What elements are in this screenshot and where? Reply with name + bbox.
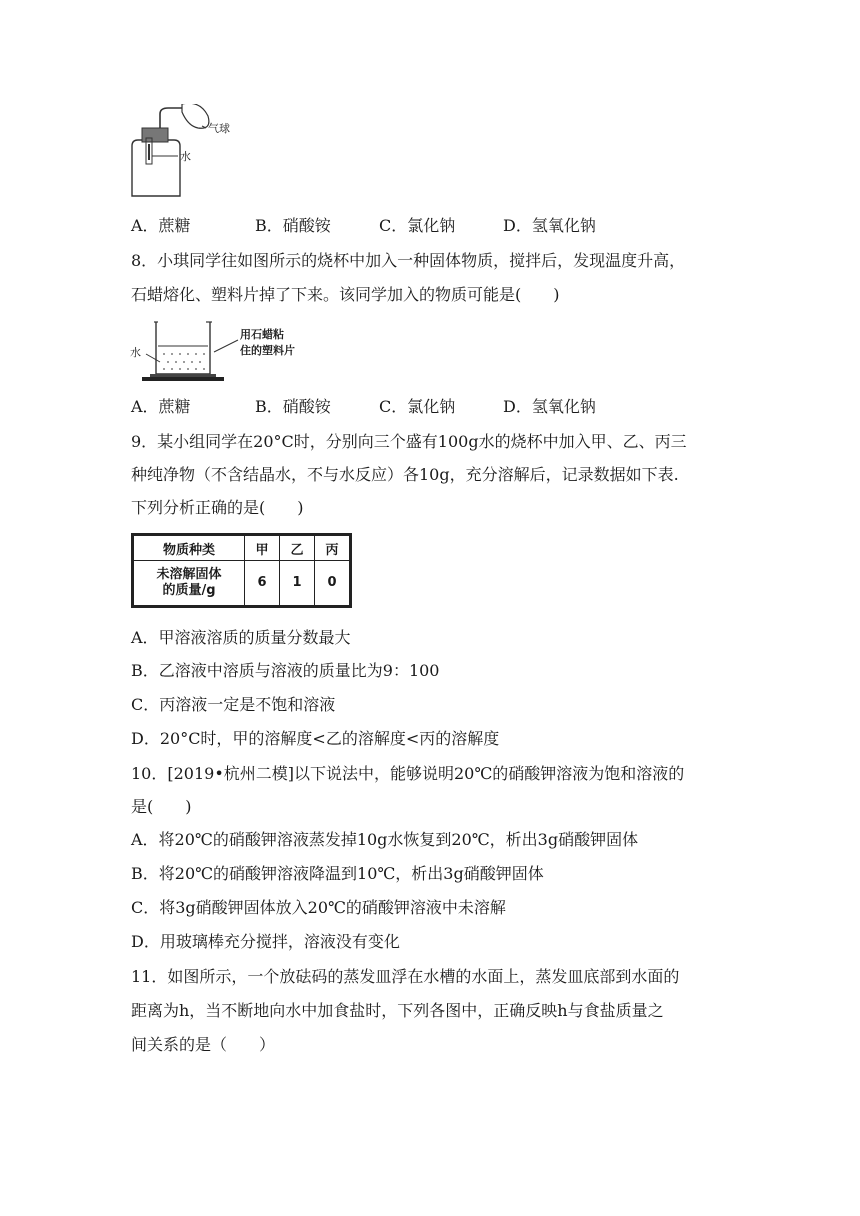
q8-label-water: 水 [130, 346, 141, 359]
q7-option-d: D．氢氧化钠 [503, 216, 596, 235]
q7-apparatus-figure [128, 104, 258, 200]
q9-stem-line2: 种纯净物（不含结晶水，不与水反应）各10g，充分溶解后，记录数据如下表. [131, 465, 679, 484]
table-header-cell: 丙 [315, 535, 351, 561]
q11-stem-line3: 间关系的是（ ） [131, 1035, 276, 1054]
q8-stem-line2: 石蜡熔化、塑料片掉了下来。该同学加入的物质可能是( ) [131, 285, 560, 304]
q10-option-b: B．将20℃的硝酸钾溶液降温到10℃，析出3g硝酸钾固体 [131, 864, 544, 883]
q7-option-a: A．蔗糖 [131, 216, 191, 235]
q7-option-c: C．氯化钠 [379, 216, 456, 235]
q8-beaker-figure [128, 318, 308, 384]
q8-stem-line1: 8．小琪同学往如图所示的烧杯中加入一种固体物质，搅拌后，发现温度升高， [131, 251, 686, 270]
q8-option-c: C．氯化钠 [379, 397, 456, 416]
q7-option-b: B．硝酸铵 [255, 216, 331, 235]
q8-label-plastic-2: 住的塑料片 [240, 344, 295, 357]
table-cell: 0 [315, 561, 351, 607]
q10-stem-line1: 10．[2019•杭州二模]以下说法中，能够说明20℃的硝酸钾溶液为饱和溶液的 [131, 764, 685, 783]
q9-option-d: D．20°C时，甲的溶解度<乙的溶解度<丙的溶解度 [131, 729, 500, 748]
q10-option-c: C．将3g硝酸钾固体放入20℃的硝酸钾溶液中未溶解 [131, 898, 506, 917]
table-cell: 6 [245, 561, 280, 607]
q11-stem-line1: 11．如图所示，一个放砝码的蒸发皿浮在水槽的水面上，蒸发皿底部到水面的 [131, 967, 680, 986]
q10-option-a: A．将20℃的硝酸钾溶液蒸发掉10g水恢复到20℃，析出3g硝酸钾固体 [131, 830, 639, 849]
row-label-line1: 未溶解固体 [156, 567, 222, 582]
table-header-cell: 乙 [280, 535, 315, 561]
q9-data-table [131, 533, 352, 608]
q9-stem-line1: 9．某小组同学在20°C时，分别向三个盛有100g水的烧杯中加入甲、乙、丙三 [131, 432, 687, 451]
q8-option-a: A．蔗糖 [131, 397, 191, 416]
q10-option-d: D．用玻璃棒充分搅拌，溶液没有变化 [131, 932, 400, 951]
q9-stem-line3: 下列分析正确的是( ) [131, 498, 304, 517]
row-label-line2: 的质量/g [162, 583, 216, 598]
table-header-cell: 甲 [245, 535, 280, 561]
q8-options [131, 397, 596, 417]
q9-option-a: A．甲溶液溶质的质量分数最大 [131, 628, 351, 647]
q8-option-d: D．氢氧化钠 [503, 397, 596, 416]
q9-option-b: B．乙溶液中溶质与溶液的质量比为9：100 [131, 661, 440, 680]
table-row-label [133, 561, 245, 607]
table-row [133, 561, 351, 607]
q7-options [131, 216, 596, 236]
table-header-cell: 物质种类 [133, 535, 245, 561]
q9-option-c: C．丙溶液一定是不饱和溶液 [131, 695, 336, 714]
q11-stem-line2: 距离为h，当不断地向水中加食盐时，下列各图中，正确反映h与食盐质量之 [131, 1001, 664, 1020]
q7-label-balloon: 气球 [208, 122, 230, 135]
q7-label-water: 水 [180, 150, 191, 163]
table-cell: 1 [280, 561, 315, 607]
q8-option-b: B．硝酸铵 [255, 397, 331, 416]
q10-stem-line2: 是( ) [131, 797, 192, 816]
q8-label-plastic-1: 用石蜡粘 [240, 328, 284, 341]
table-row [133, 535, 351, 561]
